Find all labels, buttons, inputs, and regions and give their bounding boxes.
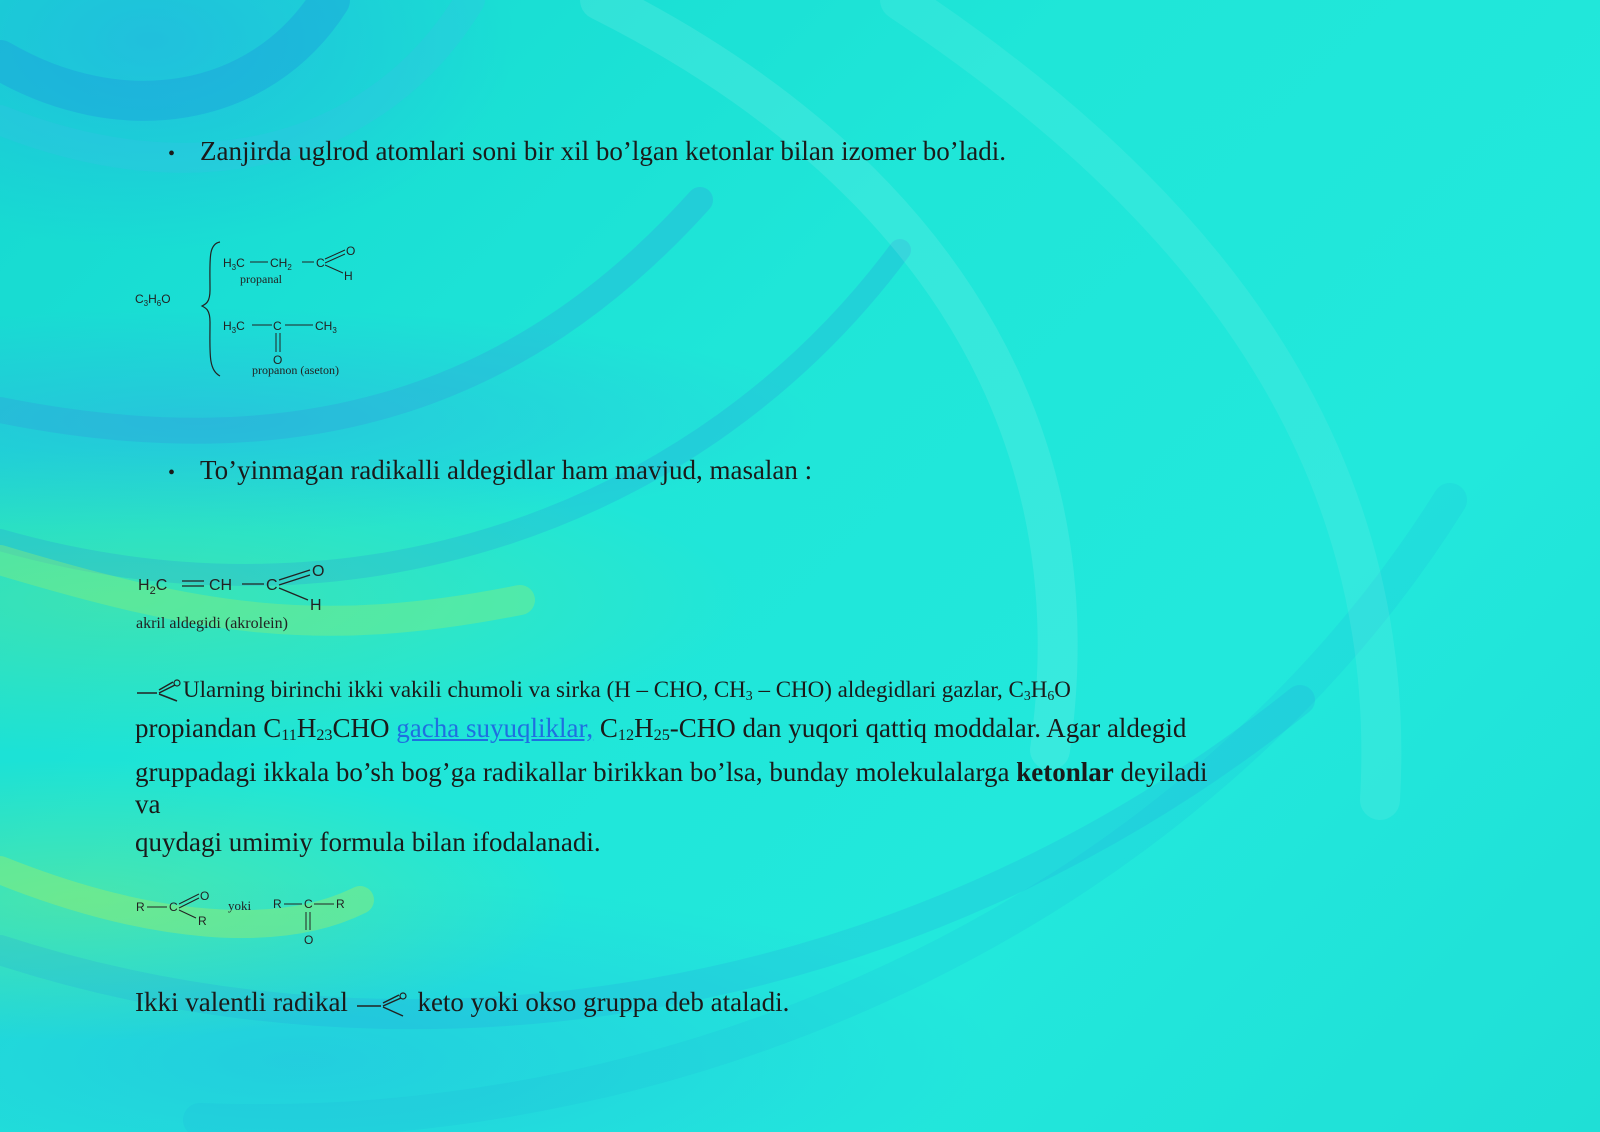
liquids-link[interactable]: gacha suyuqliklar, xyxy=(396,713,594,743)
bullet-item-unsaturated xyxy=(168,455,812,486)
svg-text:CH3: $CH_3$ xyxy=(315,319,337,335)
svg-text:O: O xyxy=(200,890,210,903)
svg-text:R: R xyxy=(136,900,145,914)
svg-text:R: R xyxy=(273,897,282,911)
para-line-1: Ularning birinchi ikki vakili chumoli va sirka (H – CHO, $CH_3 - CHO$) aldegidlari gazlar, $C_3H_6O$ xyxy=(135,672,1365,708)
bullet-dot: • xyxy=(168,143,176,165)
svg-text:C: C xyxy=(169,900,178,914)
svg-text:R: R xyxy=(198,914,207,928)
svg-text:C: C xyxy=(304,897,313,911)
svg-text:C: C xyxy=(316,256,325,270)
svg-text:H3C: $H_3C$ xyxy=(223,256,245,272)
svg-text:H3C: $H_3C$ xyxy=(223,319,245,335)
keto-group-sentence: Ikki valentli radikal keto yoki okso gruppa deb ataladi. xyxy=(135,984,1365,1020)
ketone-label: propanon (aseton) xyxy=(252,363,339,377)
scheme3-separator: yoki xyxy=(228,898,252,913)
bullet-text: Zanjirda uglrod atomlari soni bir xil bo’lgan ketonlar bilan izomer bo’ladi. xyxy=(200,136,1007,166)
svg-text:O: O xyxy=(304,933,314,947)
svg-text:H: H xyxy=(344,269,353,283)
svg-text:C: C xyxy=(273,319,282,333)
svg-text:H2C: $H_2C$ xyxy=(138,577,168,597)
scheme1-formula: $C_3H_6O$ xyxy=(135,292,171,308)
bullet-text: To’yinmagan radikalli aldegidlar ham mavjud, masalan : xyxy=(200,455,813,485)
bullet-item-isomer xyxy=(168,136,1006,167)
carbonyl-icon xyxy=(355,990,411,1020)
svg-text:H: H xyxy=(310,597,322,614)
acrolein-scheme-image xyxy=(130,560,350,640)
ketonlar-term: ketonlar xyxy=(1016,757,1114,787)
svg-text:O: O xyxy=(346,244,356,258)
bullet-dot: • xyxy=(168,462,176,484)
svg-text:CH2: $CH_2$ xyxy=(270,256,292,272)
para-line-3: gruppadagi ikkala bo’sh bog’ga radikallar birikkan bo’lsa, bunday molekulalarga ketonlar deyiladi xyxy=(135,757,1208,787)
acrolein-label: akril aldegidi (akrolein) xyxy=(136,615,288,632)
para-line-5: quydagi umimiy formula bilan ifodalanadi. xyxy=(135,827,601,857)
isomer-scheme-image xyxy=(130,240,390,390)
para-line-4: va xyxy=(135,789,161,819)
carbonyl-icon xyxy=(135,677,183,703)
aldehyde-label: propanal xyxy=(240,272,282,286)
aldehyde-paragraph xyxy=(135,672,1365,860)
svg-text:O: O xyxy=(312,563,325,580)
svg-text:R: R xyxy=(336,897,345,911)
svg-text:O: O xyxy=(273,353,283,367)
ketone-general-formula-image xyxy=(130,890,370,950)
para-line-2: propiandan $C_{11}H_{23}CHO$ gacha suyuqliklar, $C_{12}H_{25}$-CHO dan yuqori qattiq moddalar. Agar aldegid xyxy=(135,713,1187,744)
svg-text:CH: CH xyxy=(209,577,233,594)
svg-text:C: C xyxy=(266,577,278,594)
